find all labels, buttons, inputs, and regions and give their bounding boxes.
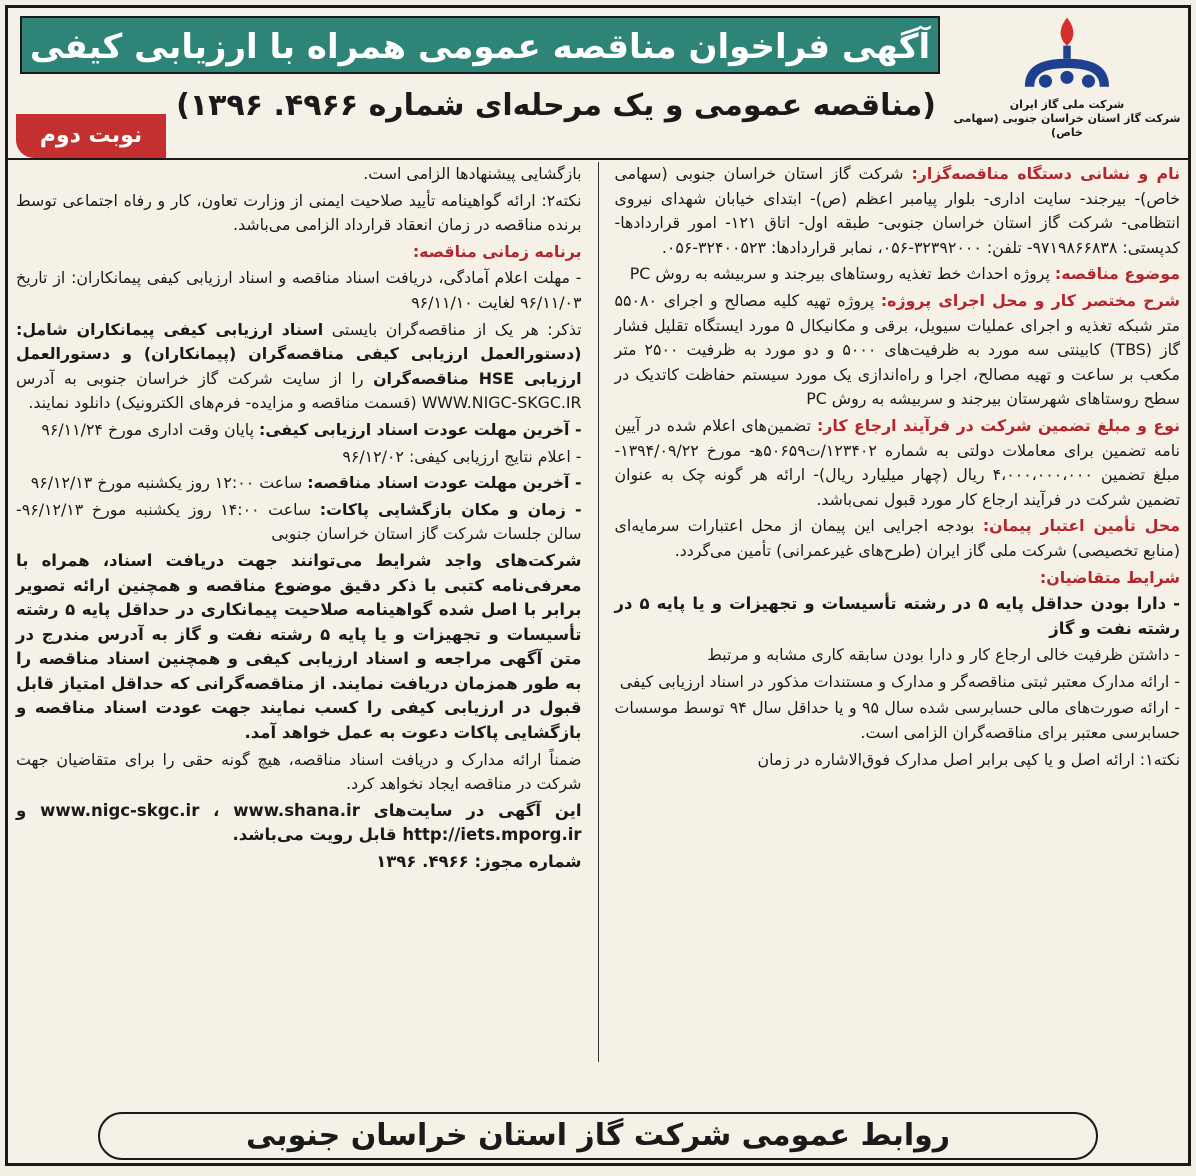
requirements-heading: شرایط متقاضیان: bbox=[1039, 567, 1180, 587]
websites-paragraph: این آگهی در سایت‌های www.nigc-skgc.ir ، www.shana.ir و http://iets.mporg.ir قابل رویت می‌باشد. bbox=[16, 800, 582, 845]
schedule-heading-paragraph bbox=[16, 240, 582, 265]
newspaper-ad bbox=[5, 5, 1191, 1166]
column-divider bbox=[598, 162, 599, 1062]
requirement-capacity: - داشتن ظرفیت خالی ارجاع کار و دارا بودن سابقه کاری مشابه و مرتبط bbox=[707, 645, 1180, 665]
reminder-bold: اسناد ارزیابی کیفی پیمانکاران شامل: (دستورالعمل ارزیابی کیفی مناقصه‌گران (پیمانکاران) و دستورالعمل ارزیابی HSE مناقصه‌گران bbox=[16, 319, 582, 388]
disclaimer-paragraph: ضمناً ارائه مدارک و دریافت اسناد مناقصه، هیچ گونه حقی را برای متقاضیان جهت شرکت در مناقصه ایجاد نخواهد کرد. bbox=[16, 749, 582, 794]
tender-return-label: - آخرین مهلت عودت اسناد مناقصه: bbox=[307, 473, 582, 493]
requirement-financials: - ارائه صورت‌های مالی حسابرسی شده سال ۹۵ و یا حداقل سال ۹۴ توسط موسسات حسابرسی معتبر برای مناقصه‌گران الزامی است. bbox=[614, 698, 1180, 743]
organizer-heading: نام و نشانی دستگاه مناقصه‌گزار: bbox=[911, 164, 1181, 183]
requirements-heading-paragraph bbox=[615, 566, 1181, 591]
requirement-documents: - ارائه مدارک معتبر ثبتی مناقصه‌گر و مدارک و مستندات مذکور در اسناد ارزیابی کیفی bbox=[619, 671, 1180, 691]
scope-text: پروژه تهیه کلیه مصالح و اجرای ۵۵۰۸۰ متر شبکه تغذیه و اجرای عملیات سیویل، برقی و مکانیکال ۵ مورد ایستگاه تقلیل فشار گاز (TBS) کابینتی سه مورد به ظرفیت‌های ۵۰۰۰ و دو مورد به ظرفیت ۲۵۰۰ متر مکعب بر ساعت و تهیه مصالح، اجرا و راه‌اندازی یک مورد سیستم حفاظت کاتدیک در سطح روستاهای شهرستان بیرجند و سربیشه به روش PC bbox=[614, 290, 1180, 409]
organizer-text: شرکت گاز استان خراسان جنوبی (سهامی خاص)- بیرجند- سایت اداری- بلوار پیامبر اعظم (ص)- ابتدای خیابان شهدای نیروی انتظامی- شرکت گاز استان خراسان جنوبی- طبقه اول- اتاق ۱۲۱- امور قراردادها- کدپستی: ۹۷۱۹۸۶۶۸۳۸- تلفن: ۳۲۳۹۲۰۰۰-۰۵۶، نمابر قراردادها: ۳۲۴۰۰۵۲۳-۰۵۶. bbox=[614, 164, 1180, 257]
company-logo-block bbox=[952, 12, 1182, 140]
funding-paragraph bbox=[615, 514, 1181, 563]
subject-text: پروژه احداث خط تغذیه روستاهای بیرجند و سربیشه به روش PC bbox=[629, 264, 1055, 284]
schedule-results: - اعلام نتایج ارزیابی کیفی: ۹۶/۱۲/۰۲ bbox=[342, 446, 582, 466]
reminder-paragraph bbox=[16, 318, 582, 416]
right-column bbox=[615, 162, 1181, 1062]
ad-header bbox=[8, 8, 1188, 160]
schedule-tender-return bbox=[16, 471, 582, 496]
ad-subtitle: (مناقصه عمومی و یک مرحله‌ای شماره ۴۹۶۶. ۱۳۹۶) bbox=[176, 88, 936, 123]
subject-paragraph bbox=[615, 262, 1181, 287]
note-2: نکته۲: ارائه گواهینامه تأیید صلاحیت ایمنی از وزارت تعاون، کار و رفاه اجتماعی توسط برنده مناقصه در زمان انعقاد قرارداد الزامی می‌باشد. bbox=[16, 190, 582, 235]
organizer-paragraph bbox=[615, 162, 1181, 260]
permit-number: شماره مجوز: ۴۹۶۶. ۱۳۹۶ bbox=[376, 852, 582, 872]
left-column bbox=[16, 162, 582, 1062]
guarantee-paragraph bbox=[615, 414, 1181, 512]
opening-date: ساعت ۱۴:۰۰ روز یکشنبه مورخ ۹۶/۱۲/۱۳- سالن جلسات شرکت گاز استان خراسان جنوبی bbox=[16, 499, 582, 544]
ad-body bbox=[16, 162, 1180, 1062]
schedule-opening bbox=[16, 498, 582, 547]
quality-return-date: پایان وقت اداری مورخ ۹۶/۱۱/۲۴ bbox=[41, 419, 259, 439]
ad-title: آگهی فراخوان مناقصه عمومی همراه با ارزیابی کیفی bbox=[20, 16, 940, 74]
schedule-registration: - مهلت اعلام آمادگی، دریافت اسناد مناقصه و اسناد ارزیابی کیفی پیمانکاران: از تاریخ ۹۶/۱۱/۰۳ لغایت ۹۶/۱۱/۱۰ bbox=[16, 268, 582, 312]
opening-continuation: بازگشایی پیشنهادها الزامی است. bbox=[363, 164, 582, 183]
scope-paragraph bbox=[615, 289, 1181, 412]
schedule-quality-return bbox=[16, 418, 582, 443]
reminder-prefix: تذکر: هر یک از مناقصه‌گران بایستی bbox=[323, 319, 582, 339]
funding-text: بودجه اجرایی این پیمان از محل اعتبارات سرمایه‌ای (منابع تخصیصی) شرکت ملی گاز ایران (طرح‌های غیرعمرانی) تأمین می‌گردد. bbox=[614, 516, 1180, 560]
subject-heading: موضوع مناقصه: bbox=[1054, 264, 1180, 284]
logo-caption-line1: شرکت ملی گاز ایران bbox=[1009, 98, 1125, 111]
funding-heading: محل تأمین اعتبار پیمان: bbox=[982, 516, 1181, 536]
scope-heading: شرح مختصر کار و محل اجرای پروژه: bbox=[880, 290, 1180, 310]
requirement-grade: - دارا بودن حداقل پایه ۵ در رشته تأسیسات و تجهیزات و یا پایه ۵ در رشته نفت و گاز bbox=[614, 594, 1180, 638]
quality-return-label: - آخرین مهلت عودت اسناد ارزیابی کیفی: bbox=[259, 419, 582, 439]
guarantee-heading: نوع و مبلغ تضمین شرکت در فرآیند ارجاع کار: bbox=[816, 415, 1180, 435]
edition-badge: نوبت دوم bbox=[16, 114, 166, 158]
reminder-text: را از سایت شرکت گاز خراسان جنوبی به آدرس WWW.NIGC-SKGC.IR (قسمت مناقصه و مزایده- فرم‌های الکترونیک) دانلود نمایند. bbox=[16, 368, 582, 413]
schedule-heading: برنامه زمانی مناقصه: bbox=[412, 241, 582, 261]
tender-return-date: ساعت ۱۲:۰۰ روز یکشنبه مورخ ۹۶/۱۲/۱۳ bbox=[30, 473, 308, 493]
guarantee-text: تضمین‌های اعلام شده در آیین نامه تضمین برای معاملات دولتی به شماره ۱۲۳۴۰۲/ت۵۰۶۵۹ه‍- مورخ ۱۳۹۴/۰۹/۲۲- مبلغ تضمین ۴،۰۰۰،۰۰۰،۰۰۰ ریال (چهار میلیارد ریال)- ارائه هر گونه چک به عنوان تضمین شرکت در فرآیند ارجاع کار مورد قبول نمی‌باشد. bbox=[614, 415, 1180, 509]
opening-label: - زمان و مکان بازگشایی پاکات: bbox=[319, 499, 582, 519]
nigc-flame-logo-icon bbox=[1012, 12, 1122, 98]
logo-caption-line2: شرکت گاز استان خراسان جنوبی (سهامی خاص) bbox=[953, 112, 1181, 139]
note-1: نکته۱: ارائه اصل و یا کپی برابر اصل مدارک فوق‌الاشاره در زمان bbox=[757, 749, 1180, 769]
public-relations-footer: روابط عمومی شرکت گاز استان خراسان جنوبی bbox=[98, 1112, 1098, 1160]
qualified-companies-paragraph: شرکت‌های واجد شرایط می‌توانند جهت دریافت اسناد، همراه با معرفی‌نامه کتبی با ذکر دقیق موضوع مناقصه و همچنین ارائه تصویر برابر با اصل شده گواهینامه صلاحیت پیمانکاری در حداقل پایه ۵ رشته تأسیسات و تجهیزات و یا پایه ۵ رشته نفت و گاز به آدرس مندرج در متن آگهی مراجعه و اسناد ارزیابی کیفی و همچنین اسناد مناقصه را به طور همزمان دریافت نمایند. از مناقصه‌گرانی که حداقل امتیاز قابل قبول در ارزیابی کیفی را کسب نمایند جهت عودت اسناد مناقصه و بازگشایی پاکات دعوت به عمل خواهد آمد. bbox=[16, 550, 582, 743]
